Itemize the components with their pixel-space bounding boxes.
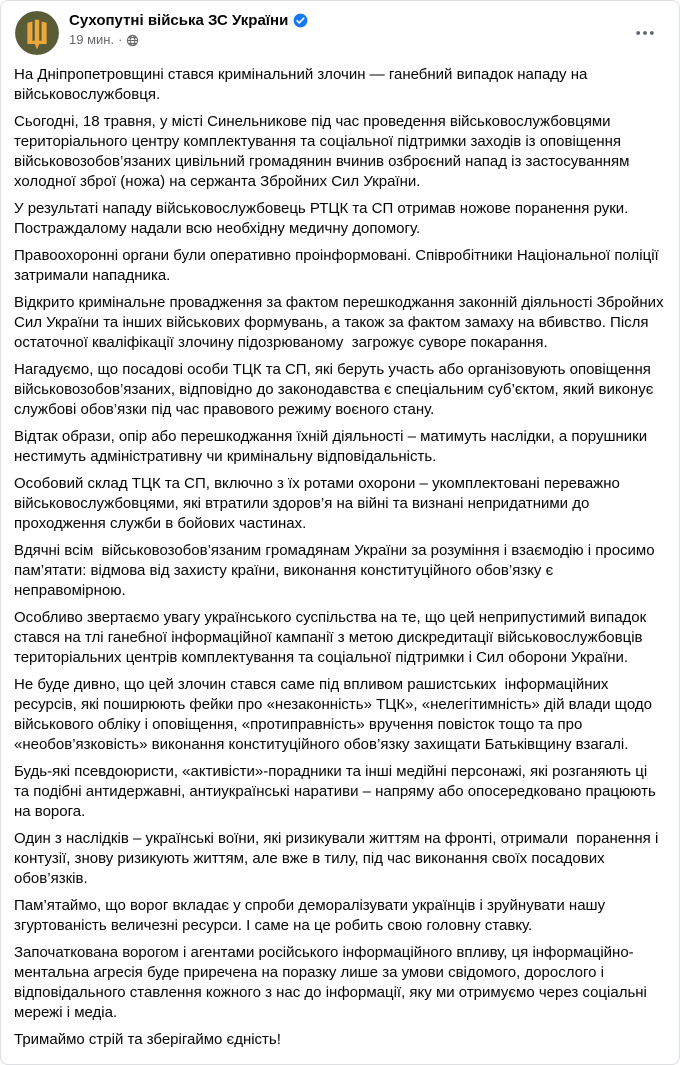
ground-forces-emblem-icon — [15, 11, 59, 55]
post-paragraph: Відкрито кримінальне провадження за фактом перешкоджання законній діяльності Збройних Сил України та інших військових формувань, а також за фактом замаху на вбивство. Після остаточної кваліфікації злочину підозрюваному загрожує суворе покарання. — [14, 294, 668, 351]
post-paragraph: На Дніпропетровщині стався кримінальний злочин — ганебний випадок нападу на військовослужбовця. — [14, 66, 592, 103]
post-options-button[interactable] — [627, 15, 663, 51]
globe-icon — [126, 34, 139, 47]
post-paragraph: Правоохоронні органи були оперативно проінформовані. Співробітники Національної поліції затримали нападника. — [14, 247, 663, 284]
post-paragraph: Особливо звертаємо увагу українського суспільства на те, що цей неприпустимий випадок стався на тлі ганебної інформаційної кампанії з метою дискредитації військовослужбовців територіальних центрів комплектування та соціальної підтримки і Сил оборони України. — [14, 609, 651, 666]
post-paragraph: Започаткована ворогом і агентами російського інформаційного впливу, ця інформаційно-ментальна агресія буде приречена на поразку лише за умови свідомого, дорослого і відповідального ставлення кожного з нас до інформації, яку ми отримуємо через соціальні мережі і медіа. — [14, 944, 652, 1021]
post-body — [1, 59, 679, 1060]
verified-badge-icon — [293, 13, 308, 28]
post-paragraph: Тримаймо стрій та зберігаймо єдність! — [14, 1031, 281, 1048]
post-paragraph: Особовий склад ТЦК та СП, включно з їх ротами охорони – укомплектовані переважно військовослужбовцями, які втратили здоров’я на війні та визнані непридатними до проходження служби в бойових частинах. — [14, 475, 624, 532]
post-paragraph: Відтак образи, опір або перешкоджання їхній діяльності – матимуть наслідки, а порушники нестимуть адміністративну чи кримінальну відповідальність. — [14, 428, 652, 465]
three-dots-icon — [635, 23, 655, 43]
avatar[interactable] — [15, 11, 59, 55]
post-paragraph: Вдячні всім військовозобов’язаним громадянам України за розуміння і взаємодію і просимо пам’ятати: відмова від захисту країни, виконання конституційного обов’язку є неправомірною. — [14, 542, 659, 599]
post-paragraph: Не буде дивно, що цей злочин стався саме під впливом рашистських інформаційних ресурсів, які поширюють фейки про «незаконність» ТЦК», «нелегітимність» дій влади щодо військового обліку і оповіщення, «протиправність» вручення повісток тощо та про «необов’язковість» виконання конституційного обов’язку захищати Батьківщину взагалі. — [14, 676, 657, 753]
post-paragraph: Один з наслідків – українські воїни, які ризикували життям на фронті, отримали поранення і контузії, знову ризикують життям, але вже в тилу, під час виконання своїх посадових обов’язків. — [14, 830, 663, 887]
post-paragraph: Нагадуємо, що посадові особи ТЦК та СП, які беруть участь або організовують оповіщення військовозобов’язаних, відповідно до законодавства є спеціальним суб’єктом, який виконує службові обов’язки під час правового режиму воєного стану. — [14, 361, 658, 418]
header-meta — [59, 11, 627, 47]
post-paragraph: У результаті нападу військовослужбовець РТЦК та СП отримав ножове поранення руки. Постраждалому надали всю необхідну медичну допомогу. — [14, 200, 633, 237]
timestamp-link[interactable]: 19 мин. — [69, 32, 115, 47]
post-paragraph: Пам’ятаймо, що ворог вкладає у спроби деморалізувати українців і зруйнувати нашу згуртованість величезні ресурси. І саме на це робить свою головну ставку. — [14, 897, 610, 934]
author-row — [69, 12, 627, 29]
post-paragraph: Будь-які псевдоюристи, «активісти»-порадники та інші медійні персонажі, які розганяють ці та подібні антидержавні, антиукраїнські наративи – напряму або опосередковано працюють на ворога. — [14, 763, 660, 820]
post-header — [1, 1, 679, 59]
post-meta-row — [69, 32, 627, 47]
author-name-link[interactable]: Сухопутні війська ЗС України — [69, 12, 289, 29]
meta-separator: · — [118, 32, 123, 47]
post-paragraph: Сьогодні, 18 травня, у місті Синельникове під час проведення військовослужбовцями територіального центру комплектування та соціальної підтримки заходів із оповіщення військовозобов’язаних цивільний громадянин вчинив озброєний напад із застосуванням холодної зброї (ножа) на сержанта Збройних Сил України. — [14, 113, 634, 190]
